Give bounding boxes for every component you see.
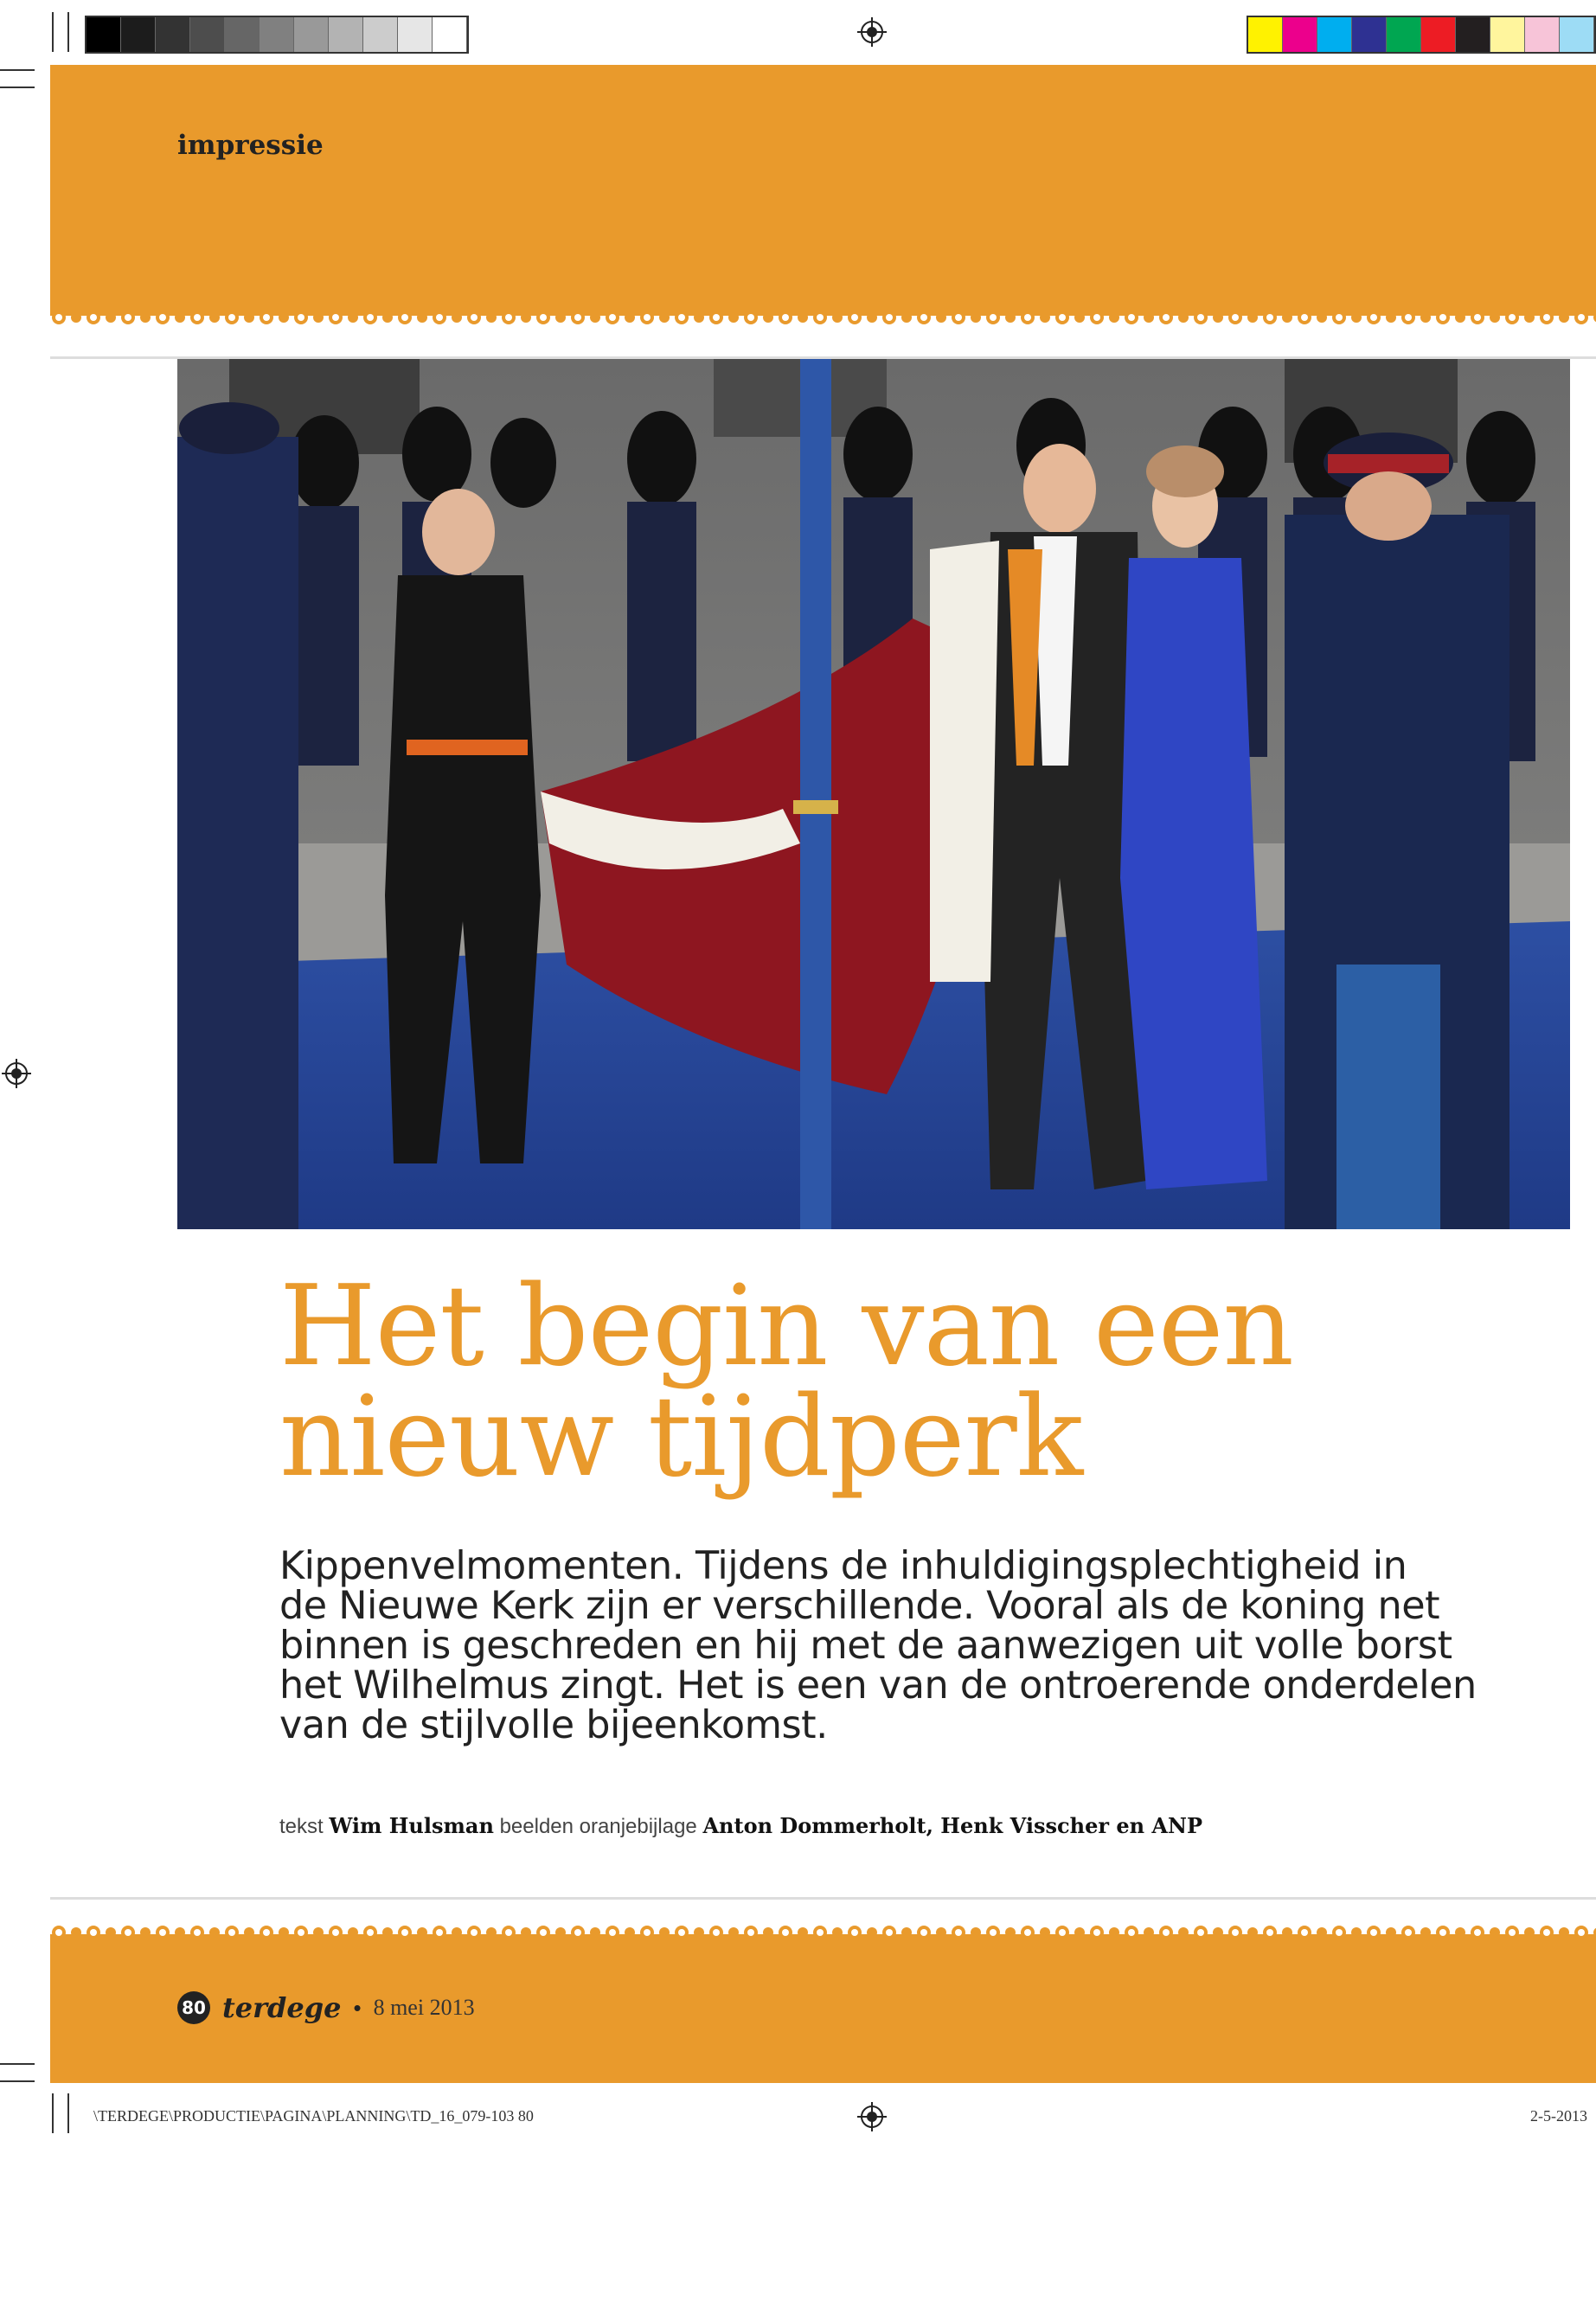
crop-mark xyxy=(52,2093,54,2133)
registration-mark-icon xyxy=(857,17,887,47)
grayscale-calibration-bar xyxy=(85,16,469,54)
color-calibration-bar xyxy=(1247,16,1596,54)
credit-images-label: beelden oranjebijlage xyxy=(499,1815,697,1838)
issue-date: 8 mei 2013 xyxy=(373,1995,475,2020)
crop-mark xyxy=(0,87,35,88)
header-band xyxy=(50,65,1596,298)
magazine-logo: terdege xyxy=(222,1991,342,2024)
crop-mark xyxy=(0,2063,35,2065)
intro-line: binnen is geschreden en hij met de aanwezigen uit volle borst xyxy=(279,1624,1452,1668)
credit-text-label: tekst xyxy=(279,1815,324,1838)
credit-images-authors: Anton Dommerholt, Henk Visscher en ANP xyxy=(702,1813,1203,1838)
print-slug-date: 2-5-2013 xyxy=(1530,2107,1587,2125)
headline-line: Het begin van een xyxy=(279,1262,1293,1391)
intro-line: van de stijlvolle bijeenkomst. xyxy=(279,1703,828,1747)
print-slug: \TERDEGE\PRODUCTIE\PAGINA\PLANNING\TD_16_079-103 80 xyxy=(93,2107,534,2125)
dotted-border-top xyxy=(50,298,1596,333)
crop-mark xyxy=(52,12,54,52)
article-credits xyxy=(279,1813,1202,1839)
page-number: 80 xyxy=(177,1991,210,2024)
crop-mark xyxy=(67,12,69,52)
registration-mark-icon xyxy=(2,1059,31,1088)
coronation-photo xyxy=(177,359,1570,1229)
credit-text-author: Wim Hulsman xyxy=(329,1813,494,1838)
section-label: impressie xyxy=(177,130,324,161)
headline-line: nieuw tijdperk xyxy=(279,1373,1083,1502)
intro-line: Kippenvelmomenten. Tijdens de inhuldigingsplechtigheid in xyxy=(279,1544,1407,1588)
separator-line xyxy=(50,1897,1596,1900)
crop-mark xyxy=(0,2080,35,2082)
intro-line: de Nieuwe Kerk zijn er verschillende. Vooral als de koning net xyxy=(279,1584,1440,1628)
registration-mark-icon xyxy=(857,2102,887,2131)
dotted-border-bottom xyxy=(50,1917,1596,1952)
page-footer xyxy=(177,1991,475,2024)
article-intro xyxy=(279,1544,1534,1747)
crop-mark xyxy=(0,69,35,71)
crop-mark xyxy=(67,2093,69,2133)
intro-line: het Wilhelmus zingt. Het is een van de ontroerende onderdelen xyxy=(279,1663,1477,1708)
article-headline xyxy=(279,1262,1490,1502)
footer-bullet: • xyxy=(353,1994,362,2021)
